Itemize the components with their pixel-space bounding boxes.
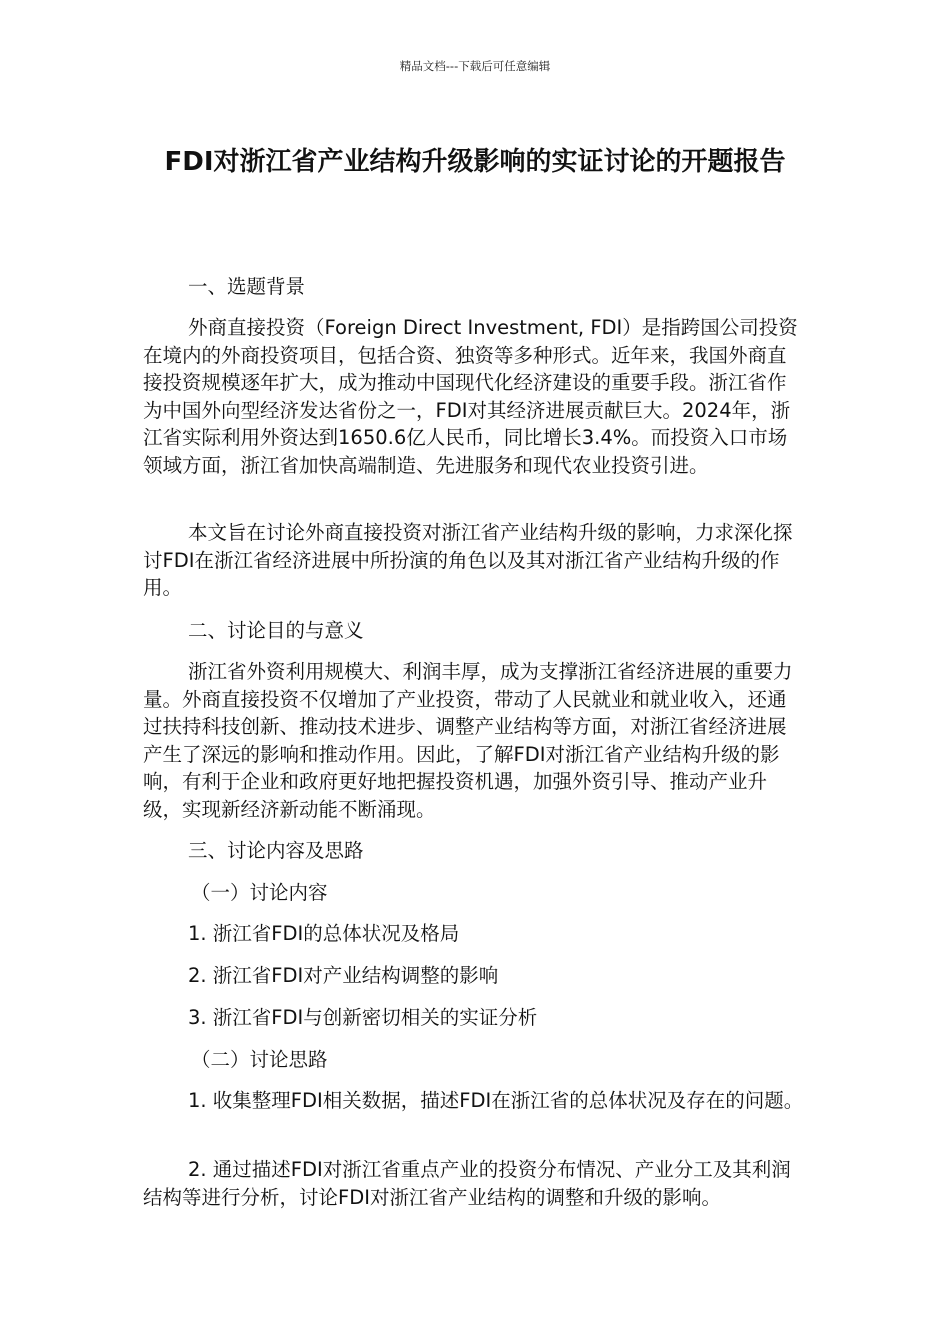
section-heading-content: 三、讨论内容及思路 (188, 839, 364, 862)
document-title: FDI对浙江省产业结构升级影响的实证讨论的开题报告 (164, 147, 786, 177)
content-item-1: 1. 浙江省FDI的总体状况及格局 (188, 922, 460, 945)
section-heading-background: 一、选题背景 (188, 275, 306, 298)
page-header: 精品文档---下载后可任意编辑 (399, 59, 551, 73)
paragraph-purpose: 浙江省外资利用规模大、利润丰厚，成为支撑浙江省经济进展的重要力量。外商直接投资不仅增加了产业投资，带动了人民就业和就业收入，还通过扶持科技创新、推动技术进步、调整产业结构等方面，对浙江省经济进展产生了深远的影响和推动作用。因此，了解FDI对浙江省产业结构升级的影响，有利于企业和政府更好地把握投资机遇，加强外资引导、推动产业升级，实现新经济新动能不断涌现。 (143, 660, 793, 821)
paragraph-background-1: 外商直接投资（Foreign Direct Investment, FDI）是指跨国公司投资在境内的外商投资项目，包括合资、独资等多种形式。近年来，我国外商直接投资规模逐年扩大，成为推动中国现代化经济建设的重要手段。浙江省作为中国外向型经济发达省份之一，FDI对其经济进展贡献巨大。2024年，浙江省实际利用外资达到1650.6亿人民币，同比增长3.4%。而投资入口市场领域方面，浙江省加快高端制造、先进服务和现代农业投资引进。 (143, 316, 798, 477)
approach-step-1: 1. 收集整理FDI相关数据，描述FDI在浙江省的总体状况及存在的问题。 (188, 1089, 804, 1112)
approach-step-2: 2. 通过描述FDI对浙江省重点产业的投资分布情况、产业分工及其利润结构等进行分析，讨论FDI对浙江省产业结构的调整和升级的影响。 (143, 1158, 791, 1209)
content-item-3: 3. 浙江省FDI与创新密切相关的实证分析 (188, 1006, 538, 1029)
subheading-approach: （二）讨论思路 (191, 1048, 328, 1071)
subheading-content: （一）讨论内容 (191, 881, 328, 904)
content-item-2: 2. 浙江省FDI对产业结构调整的影响 (188, 964, 499, 987)
section-heading-purpose: 二、讨论目的与意义 (188, 619, 364, 642)
paragraph-background-2: 本文旨在讨论外商直接投资对浙江省产业结构升级的影响，力求深化探讨FDI在浙江省经济进展中所扮演的角色以及其对浙江省产业结构升级的作用。 (143, 521, 793, 599)
